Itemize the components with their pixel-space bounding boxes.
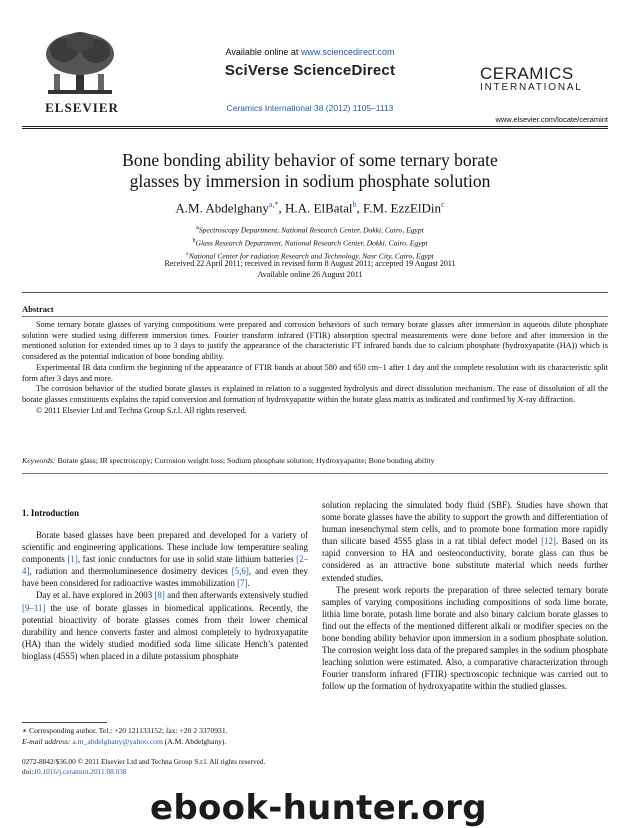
right-column (322, 499, 608, 693)
author-name: F.M. EzzElDin (363, 200, 442, 216)
author-list: A.M. Abdelghany$^{a,*}$, H.A. ElBatal$^b$, F.M. EzzElDin$^c$ (175, 200, 445, 216)
publisher-name: ELSEVIER (45, 100, 119, 115)
body-paragraph: Borate based glasses have been prepared and developed for a variety of scientific and engineering applications. These include low temperature sealing components [1], fast ionic conductors for use in solid state lithium batteries [2–4], radiation and thermoluminesence dosimetry devices [5,6], and even they have been considered for radioactive wastes immobilization [7]. (22, 530, 309, 589)
body-paragraph: solution replacing the simulated body fluid (SBF). Studies have shown that some borate glasses have the ability to support the growth and differentiation of human inesenchymal stem cells, and to promote bone formation more rapidly than silicate based 45S5 glass in a rat tibial defect model [12]. Based on its rapid conversion to HA and oesteoconductivity, borate glass can thus be considered as an attractive bone substitute material which needs further extended studies. (322, 500, 609, 583)
left-column (22, 529, 308, 662)
affiliation-a: $^a$Spectroscopy Department, National Research Center, Dokki, Cairo, Egypt (196, 225, 424, 235)
corresponding-author-footnote: ∗ Corresponding author. Tel.: +20 121133152; fax: +20 2 3370931. E-mail address: a.m_abdelghany@yahoo.com (A.M. Abdelghany). (22, 726, 228, 746)
affiliation-b: $^b$Glass Research Department, National Research Center, Dokki, Cairo, Egypt (192, 238, 428, 248)
journal-logo (480, 64, 610, 93)
citation-link[interactable]: [2–4] (22, 554, 309, 577)
doi-link[interactable]: 10.1016/j.ceramint.2011.08.038 (33, 766, 127, 776)
article-dates: Received 22 April 2011; received in revised form 8 August 2011; accepted 19 August 2011 Available online 26 August 2011 (164, 259, 456, 279)
copyright-line: © 2011 Elsevier Ltd and Techna Group S.r.l. All rights reserved. (36, 405, 247, 415)
abstract-paragraph: Some ternary borate glasses of varying compositions were prepared and corrosion behaviors of such ternary borate glasses after immersion in aqueous dilute phosphate solution were studied using different immersion times. Fourier transform infrared (FTIR) absorption spectral measurements were done before and after immersion in the mentioned solution for extended times up to 3 days to justify the appearance of the characteristic FT infrared bands due to calcium phosphate (hydroxyapatite (HA)) which is considered as the potential indication of bone bonding ability. (22, 320, 608, 362)
abstract-body (22, 320, 608, 416)
platform-name: SciVerse ScienceDirect (224, 62, 396, 79)
keywords-rule (22, 473, 608, 474)
header-rule (22, 126, 608, 127)
keywords-label: Keywords: (22, 456, 56, 465)
section-heading: 1. Introduction (22, 508, 80, 518)
copyright-footer: 0272-8842/$36.00 © 2011 Elsevier Ltd and Techna Group S.r.l. All rights reserved. doi:10.1016/j.ceramint.2011.08.038 (22, 757, 266, 776)
citation-link[interactable]: [7] (237, 578, 248, 589)
citation-link[interactable]: [8] (154, 590, 165, 601)
author-name: A.M. Abdelghany (175, 200, 269, 216)
header-rule-secondary (22, 128, 608, 129)
journal-reference-link[interactable]: Ceramics International 38 (2012) 1105–1113 (226, 103, 394, 113)
body-paragraph: The present work reports the preparation of three selected ternary borate samples of varying compositions including compositions of soda lime borate, lithia lime borate, potash lime borate and also binary calcium borate glasses to find out the effects of the mentioned different alkali or modifier species on the bone bonding ability behavior upon immersion in a sodium phosphate solution. The corrosion weight loss data of the prepared samples in the sodium phosphate leaching solution were estimated. Also, a comparative characterization through Fourier transform infrared (FTIR) spectroscopic technique was carried out to follow up the formation of hydroxyapatite within the studied glasses. (322, 584, 608, 692)
abstract-paragraph: Experimental IR data confirm the beginning of the appearance of FTIR bands at about 580 and 650 cm−1 after 1 day and the complete resolution with its characteristic split form after 3 days and more. (22, 362, 608, 383)
citation-link[interactable]: [1] (67, 554, 78, 565)
affiliations (0, 223, 620, 262)
author-affil-link[interactable]: c (441, 200, 445, 209)
footnote-rule (22, 722, 107, 723)
journal-homepage-link[interactable]: www.elsevier.com/locate/ceramint (495, 115, 608, 124)
abstract-paragraph: The corrosion behavior of the studied borate glasses is explained in relation to a suggested hydrolysis and direct dissolution mechanism. The ease of dissolution of all the borate glasses constituents explains the rapid conversion and formation of hydroxyapatite within the borate glass matrix as indicated and confirmed by X-ray diffraction. (22, 384, 608, 404)
article-title: Bone bonding ability behavior of some ternary borate glasses by immersion in sodium phosphate solution (122, 150, 498, 191)
abstract-rule (22, 316, 608, 317)
email-link[interactable]: a.m_abdelghany@yahoo.com (72, 736, 163, 746)
body-paragraph: Day et al. have explored in 2003 [8] and then afterwards extensively studied [9–11] the use of borate glasses in biomedical applications. Recently, the potential bioactivity of borate glasses comes from their lower chemical durability and hence converts faster and almost completely to hydroxyapatite (HA) than the widely studied modified soda lime silicate Hench’s patented bioglass (45S5) when placed in a dilute potassium phosphate (22, 590, 308, 661)
journal-name-line2: INTERNATIONAL (480, 82, 583, 93)
citation-link[interactable]: [9–11] (22, 602, 46, 613)
abstract-heading: Abstract (22, 304, 54, 314)
citation-link[interactable]: [12] (541, 536, 556, 547)
available-online: Available online at www.sciencedirect.com (225, 47, 395, 57)
citation-link[interactable]: [5,6] (231, 566, 249, 577)
author-affil-link[interactable]: b (352, 200, 357, 209)
keywords (22, 456, 608, 465)
author-affil-link[interactable]: a,* (268, 200, 279, 209)
sciencedirect-link[interactable]: www.sciencedirect.com (300, 47, 395, 57)
affiliation-c: $^c$National Center for radiation Research and Technology, Nasr City, Cairo, Egypt (186, 251, 434, 261)
journal-name-line1: CERAMICS (480, 64, 574, 83)
watermark-text: ebook-hunter.org (150, 788, 487, 828)
keywords-list: Borate glass; IR spectroscopy; Corrosion weight loss; Sodium phosphate solution; Hydroxyapatite; Bone bonding ability (57, 456, 435, 465)
title-rule (22, 292, 608, 293)
author-name: H.A. ElBatal (284, 200, 353, 216)
